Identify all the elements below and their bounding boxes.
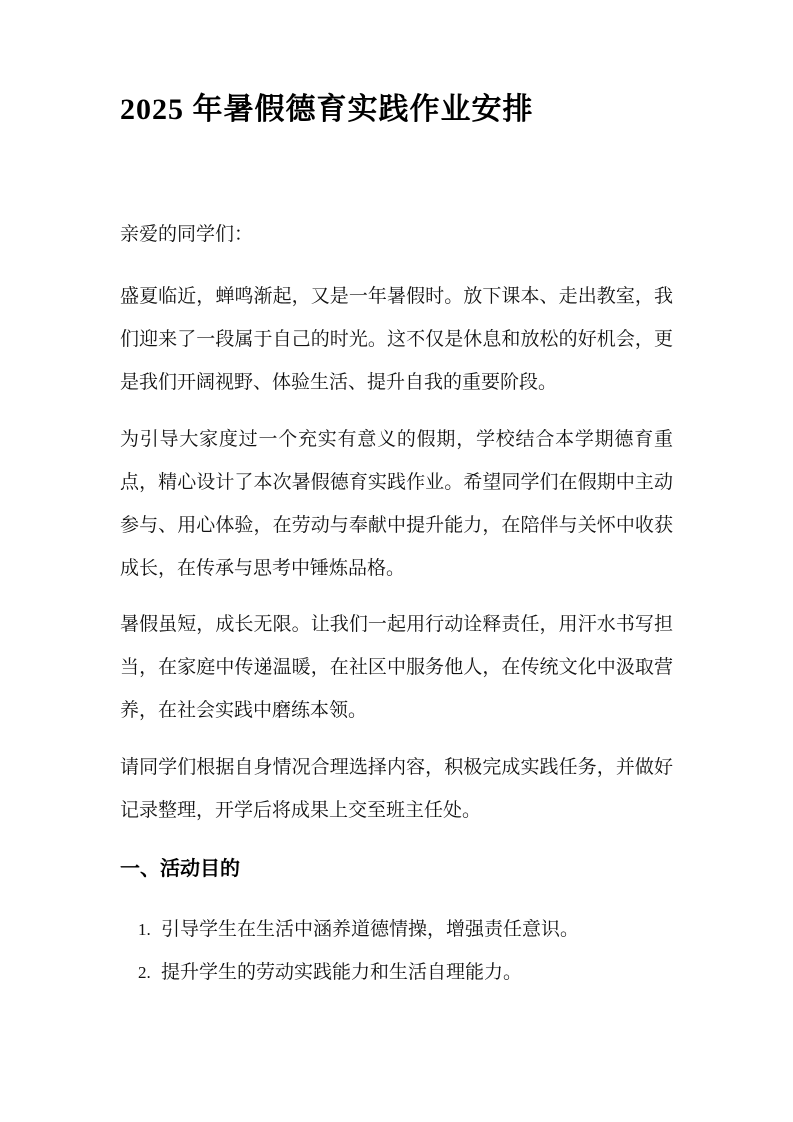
body-paragraph-purpose: 为引导大家度过一个充实有意义的假期，学校结合本学期德育重点，精心设计了本次暑假德育实践作业。希望同学们在假期中主动参与、用心体验，在劳动与奉献中提升能力，在陪伴与关怀中收获成长，在传承与思考中锤炼品格。 bbox=[120, 429, 673, 579]
goal-list bbox=[120, 908, 673, 994]
list-item-number: 2. bbox=[138, 963, 151, 982]
list-item-text: 提升学生的劳动实践能力和生活自理能力。 bbox=[161, 962, 523, 983]
section-heading-activity-purpose: 一、活动目的 bbox=[120, 858, 240, 880]
document-title: 2025 年暑假德育实践作业安排 bbox=[120, 93, 534, 126]
list-item-number: 1. bbox=[138, 920, 151, 939]
list-item bbox=[120, 908, 673, 951]
body-paragraph-intro: 盛夏临近，蝉鸣渐起，又是一年暑假时。放下课本、走出教室，我们迎来了一段属于自己的时光。这不仅是休息和放松的好机会，更是我们开阔视野、体验生活、提升自我的重要阶段。 bbox=[120, 286, 673, 393]
body-paragraph-instructions: 请同学们根据自身情况合理选择内容，积极完成实践任务，并做好记录整理，开学后将成果上交至班主任处。 bbox=[120, 757, 673, 821]
list-item-text: 引导学生在生活中涵养道德情操，增强责任意识。 bbox=[161, 919, 580, 940]
salutation: 亲爱的同学们： bbox=[120, 224, 254, 245]
body-paragraph-encouragement: 暑假虽短，成长无限。让我们一起用行动诠释责任，用汗水书写担当，在家庭中传递温暖，在社区中服务他人，在传统文化中汲取营养，在社会实践中磨练本领。 bbox=[120, 614, 673, 721]
list-item bbox=[120, 951, 673, 994]
